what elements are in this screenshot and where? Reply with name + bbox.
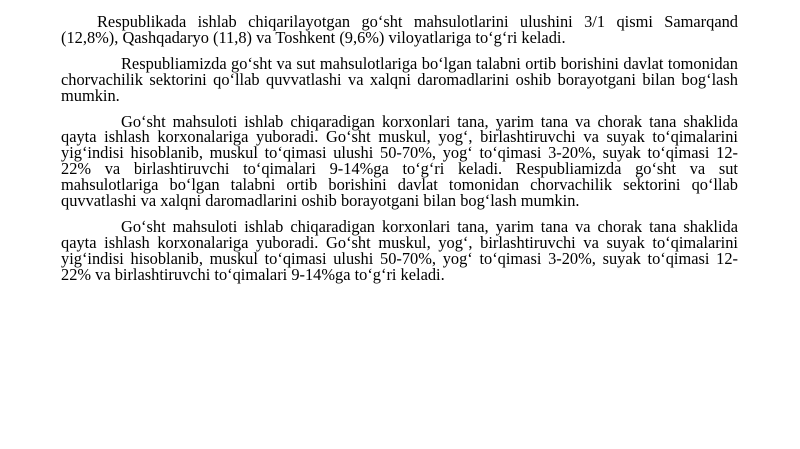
paragraph-regional-share: Respublikada ishlab chiqarilayotgan go‘sht mahsulotlarini ulushini 3/1 qismi Samarqand (12,8%), Qashqadaryo (11,8) va Toshkent (9,6%) viloyatlariga to‘g‘ri keladi. [61,12,738,47]
paragraph-demand-growth: Respubliamizda go‘sht va sut mahsulotlariga bo‘lgan talabni ortib borishini davlat tomonidan chorvachilik sektorini qo‘llab quvvatlashi va xalqni daromadlarini oshib borayotgani bilan bog‘lash mumkin. [61,53,738,105]
paragraph-meat-composition-repeat: Go‘sht mahsuloti ishlab chiqaradigan korxonlari tana, yarim tana va chorak tana shaklida qayta ishlash korxonalariga yuboradi. Go‘sht muskul, yog‘, birlashtiruvchi va suyak to‘qimalarini yig‘indisi hisoblanib, muskul to‘qimasi ulushi 50-70%, yog‘ to‘qimasi 3-20%, suyak to‘qimasi 12-22% va birlashtiruvchi to‘qimalari 9-14%ga to‘g‘ri keladi. [61,216,738,284]
document-page [61,14,738,293]
paragraph-meat-composition: Go‘sht mahsuloti ishlab chiqaradigan korxonlari tana, yarim tana va chorak tana shaklida qayta ishlash korxonalariga yuboradi. Go‘sht muskul, yog‘, birlashtiruvchi va suyak to‘qimalarini yig‘indisi hisoblanib, muskul to‘qimasi ulushi 50-70%, yog‘ to‘qimasi 3-20%, suyak to‘qimasi 12-22% va birlashtiruvchi to‘qimalari 9-14%ga to‘g‘ri keladi. Respubliamizda go‘sht va sut mahsulotlariga bo‘lgan talabni ortib borishini davlat tomonidan chorvachilik sektorini qo‘llab quvvatlashi va xalqni daromadlarini oshib borayotgani bilan bog‘lash mumkin. [61,111,738,211]
